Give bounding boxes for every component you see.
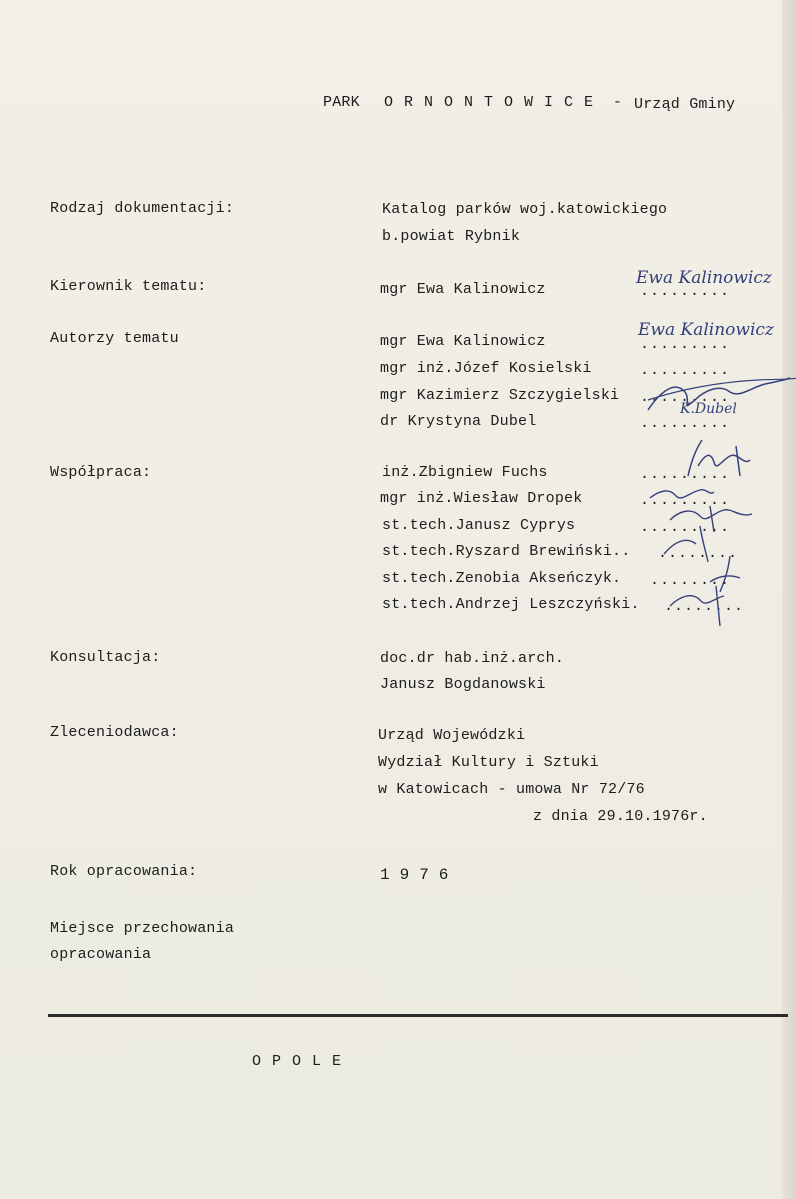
signature-dubel: K.Dubel xyxy=(680,401,737,417)
dotted-line: ........ xyxy=(664,598,745,615)
signature-kierownik: Ewa Kalinowicz xyxy=(636,268,772,288)
dotted-line: ......... xyxy=(640,415,731,432)
value-zleceniodawca-line2: Wydział Kultury i Sztuki xyxy=(378,754,599,771)
value-wspolpraca-3: st.tech.Janusz Cyprys xyxy=(382,517,576,534)
label-wspolpraca: Współpraca: xyxy=(50,464,152,481)
label-rok: Rok opracowania: xyxy=(50,863,198,880)
label-miejsce-line1: Miejsce przechowania xyxy=(50,920,235,937)
value-wspolpraca-1: inż.Zbigniew Fuchs xyxy=(382,464,548,481)
header-place-name: O R N O N T O W I C E xyxy=(384,94,595,111)
dotted-line: ......... xyxy=(640,362,731,379)
dotted-line: ......... xyxy=(640,492,731,509)
value-autor-3: mgr Kazimierz Szczygielski xyxy=(380,387,620,404)
signature-scribble-kosielski xyxy=(648,378,796,438)
signature-scribbles-wspolpraca xyxy=(640,436,780,626)
value-autor-2: mgr inż.Józef Kosielski xyxy=(380,360,592,377)
page-edge-shadow xyxy=(782,0,796,1199)
label-autorzy: Autorzy tematu xyxy=(50,330,179,347)
header-dash: - xyxy=(613,94,623,111)
footer-city: O P O L E xyxy=(252,1053,343,1070)
label-rodzaj: Rodzaj dokumentacji: xyxy=(50,200,235,217)
signature-autor-1: Ewa Kalinowicz xyxy=(638,320,774,340)
value-kierownik: mgr Ewa Kalinowicz xyxy=(380,281,546,298)
value-rodzaj-line2: b.powiat Rybnik xyxy=(382,228,521,245)
dotted-line: ......... xyxy=(640,336,731,353)
value-wspolpraca-4: st.tech.Ryszard Brewiński.. xyxy=(382,543,631,560)
value-autor-4: dr Krystyna Dubel xyxy=(380,413,537,430)
value-zleceniodawca-line1: Urząd Wojewódzki xyxy=(378,727,526,744)
dotted-line: ......... xyxy=(640,389,731,406)
label-kierownik: Kierownik tematu: xyxy=(50,278,207,295)
value-rok: 1 9 7 6 xyxy=(380,866,449,884)
dotted-line: ......... xyxy=(640,283,731,300)
dotted-line: ........ xyxy=(650,572,731,589)
value-autor-1: mgr Ewa Kalinowicz xyxy=(380,333,546,350)
header-park: PARK xyxy=(323,94,360,111)
value-konsultacja-line1: doc.dr hab.inż.arch. xyxy=(380,650,565,667)
value-rodzaj-line1: Katalog parków woj.katowickiego xyxy=(382,201,668,218)
horizontal-rule xyxy=(48,1014,788,1017)
label-konsultacja: Konsultacja: xyxy=(50,649,161,666)
dotted-line: ........ xyxy=(658,545,739,562)
value-konsultacja-line2: Janusz Bogdanowski xyxy=(380,676,546,693)
dotted-line: ......... xyxy=(640,519,731,536)
value-wspolpraca-2: mgr inż.Wiesław Dropek xyxy=(380,490,583,507)
label-miejsce-line2: opracowania xyxy=(50,946,152,963)
value-zleceniodawca-line4: z dnia 29.10.1976r. xyxy=(533,808,708,825)
value-wspolpraca-5: st.tech.Zenobia Akseńczyk. xyxy=(382,570,622,587)
header-office: Urząd Gminy xyxy=(634,96,736,113)
dotted-line: ......... xyxy=(640,466,731,483)
value-wspolpraca-6: st.tech.Andrzej Leszczyński. xyxy=(382,596,640,613)
label-zleceniodawca: Zleceniodawca: xyxy=(50,724,179,741)
value-zleceniodawca-line3: w Katowicach - umowa Nr 72/76 xyxy=(378,781,645,798)
